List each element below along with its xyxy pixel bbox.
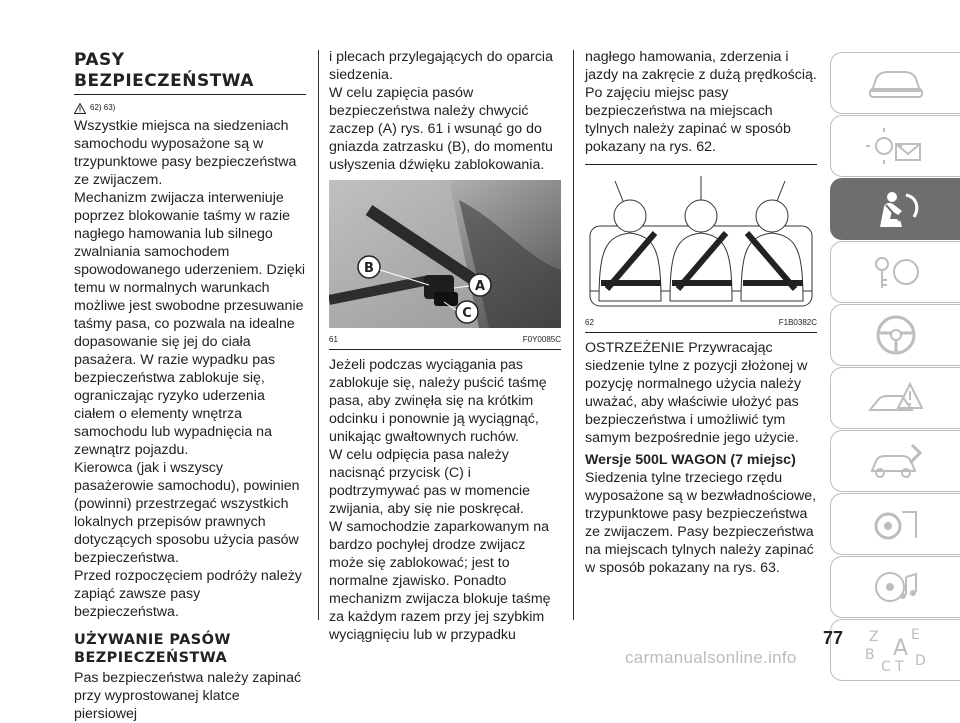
warning-references: 62) 63) xyxy=(74,101,306,115)
tab-starting[interactable] xyxy=(830,241,960,303)
wagon-heading: Wersje 500L WAGON (7 miejsc) xyxy=(585,452,796,468)
col1-paragraph-3: Kierowca (jak i wszyscy pasażerowie samochodu), powinien (powinni) przestrzegać wszystkich lokalnych przepisów prawnych dotyczących sposobu użycia pasów bezpieczeństwa. xyxy=(74,460,300,566)
column-1 xyxy=(74,50,306,723)
title-underline xyxy=(74,94,306,95)
col3-paragraph-3: OSTRZEŻENIE Przywracając siedzenie tylne z pozycji złożonej w pozycję normalnego użycia należy uważać, aby właściwie ułożyć pas bezpieczeństwa i umożliwić tym samym bezpośrednie jego użycie. xyxy=(585,340,808,446)
figure-61-caption: 61 F0Y0085C xyxy=(329,335,561,344)
figure-62-caption: 62 F1B0382C xyxy=(585,318,817,327)
svg-text:D: D xyxy=(915,653,926,669)
tab-car[interactable] xyxy=(830,52,960,114)
usage-title: UŻYWANIE PASÓW BEZPIECZEŃSTWA xyxy=(74,632,231,666)
tab-emergency[interactable] xyxy=(830,367,960,429)
page-number: 77 xyxy=(823,628,844,648)
column-2 xyxy=(329,48,561,644)
svg-text:E: E xyxy=(911,627,920,643)
label-a: A xyxy=(474,279,486,294)
col1-paragraph-2: Mechanizm zwijacza interweniuje poprzez blokowanie taśmy w razie nagłego hamowania lub silnego zwalniania samochodem spowodowanego uderzeniem. Dzięki temu w normalnych warunkach możliwe jest swobodne przesuwanie taśmy pasa, co pozwala na idealne dopasowanie się jej do ciała pasażera. W razie wypadku pas bezpieczeństwa zablokuje się, ograniczając ryzyko uderzenia ciałem o elementy wnętrza samochodu lub wypadnięcia na zewnątrz pojazdu. xyxy=(74,190,306,458)
car-icon xyxy=(866,63,926,103)
svg-text:Z: Z xyxy=(869,629,879,645)
label-b: B xyxy=(364,261,374,276)
watermark: carmanualsonline.info xyxy=(625,648,797,667)
seat-airbag-icon xyxy=(866,187,926,231)
figure-62 xyxy=(585,171,817,328)
col2-paragraph-2: W celu zapięcia pasów bezpieczeństwa należy chwycić zaczep (A) rys. 61 i wsunąć go do gniazda zatrzasku (B), do momentu usłyszenia dźwięku zablokowania. xyxy=(329,85,553,173)
usage-paragraph: Pas bezpieczeństwa należy zapinać przy wyprostowanej klatce piersiowej xyxy=(74,670,302,722)
col2-paragraph-1: i plecach przylegających do oparcia siedzenia. xyxy=(329,49,553,83)
svg-text:A: A xyxy=(893,636,909,661)
index-icon xyxy=(861,625,931,675)
section-title: PASY BEZPIECZEŃSTWA xyxy=(74,50,254,91)
tab-driving[interactable] xyxy=(830,304,960,366)
label-c: C xyxy=(462,306,472,321)
col3-paragraph-1: nagłego hamowania, zderzenia i jazdy na zakręcie z dużą prędkością. xyxy=(585,49,817,83)
figure-61-rule xyxy=(329,349,561,350)
tab-technical-data[interactable] xyxy=(830,493,960,555)
figure-62-top-rule xyxy=(585,164,817,165)
technical-data-icon xyxy=(866,504,926,544)
tab-warning-lights[interactable] xyxy=(830,115,960,177)
col3-paragraph-2: Po zajęciu miejsc pasy bezpieczeństwa na miejscach tylnych należy zapinać w sposób pokazany na rys. 62. xyxy=(585,85,791,155)
tab-multimedia[interactable] xyxy=(830,556,960,618)
maintenance-car-icon xyxy=(866,441,926,481)
column-divider-2 xyxy=(573,50,574,620)
col2-paragraph-5: W samochodzie zaparkowanym na bardzo pochyłej drodze zwijacz może się zablokować; jest to normalne zjawisko. Ponadto mechanizm zwijacza blokuje taśmę za każdym razem przy jej szybkim wyciągnięciu lub w przypadku xyxy=(329,519,551,643)
rear-seat-passengers-illustration xyxy=(585,171,817,311)
tab-maintenance[interactable] xyxy=(830,430,960,492)
warning-triangle-icon xyxy=(74,103,86,114)
col1-paragraph-4: Przed rozpoczęciem podróży należy zapiąć zawsze pasy bezpieczeństwa. xyxy=(74,568,302,620)
figure-62-rule xyxy=(585,332,817,333)
multimedia-icon xyxy=(866,567,926,607)
seatbelt-buckle-illustration xyxy=(329,180,561,328)
warning-lights-icon xyxy=(866,126,926,166)
figure-61 xyxy=(329,180,561,345)
column-divider-1 xyxy=(318,50,319,620)
tab-safety[interactable] xyxy=(830,178,960,240)
svg-text:B: B xyxy=(865,647,875,663)
col2-paragraph-4: W celu odpięcia pasa należy nacisnąć przycisk (C) i podtrzymywać pas w momencie zwijania, aby się nie poskręcał. xyxy=(329,447,531,517)
svg-text:C: C xyxy=(881,659,891,675)
tab-index[interactable] xyxy=(830,619,960,681)
column-3 xyxy=(585,48,817,577)
col1-paragraph-1: Wszystkie miejsca na siedzeniach samochodu wyposażone są w trzypunktowe pasy bezpieczeństwa ze zwijaczem. xyxy=(74,118,297,188)
col2-paragraph-3: Jeżeli podczas wyciągania pas zablokuje się, należy puścić taśmę pasa, aby zwinęła się na krótkim odcinku i ponownie ją wyciągnąć, unikając gwałtownych ruchów. xyxy=(329,357,547,445)
emergency-triangle-icon xyxy=(866,378,926,418)
passenger-right xyxy=(741,200,803,301)
passenger-center xyxy=(670,200,732,301)
svg-text:T: T xyxy=(895,659,904,675)
passenger-left xyxy=(599,200,661,301)
steering-wheel-icon xyxy=(866,313,926,357)
wagon-paragraph: Siedzenia tylne trzeciego rzędu wyposażone są w bezwładnościowe, trzypunktowe pasy bezpieczeństwa ze zwijaczem. Pasy bezpieczeństwa na miejscach tylnych należy zapinać w sposób pokazany na rys. 63. xyxy=(585,470,817,576)
key-ignition-icon xyxy=(866,252,926,292)
